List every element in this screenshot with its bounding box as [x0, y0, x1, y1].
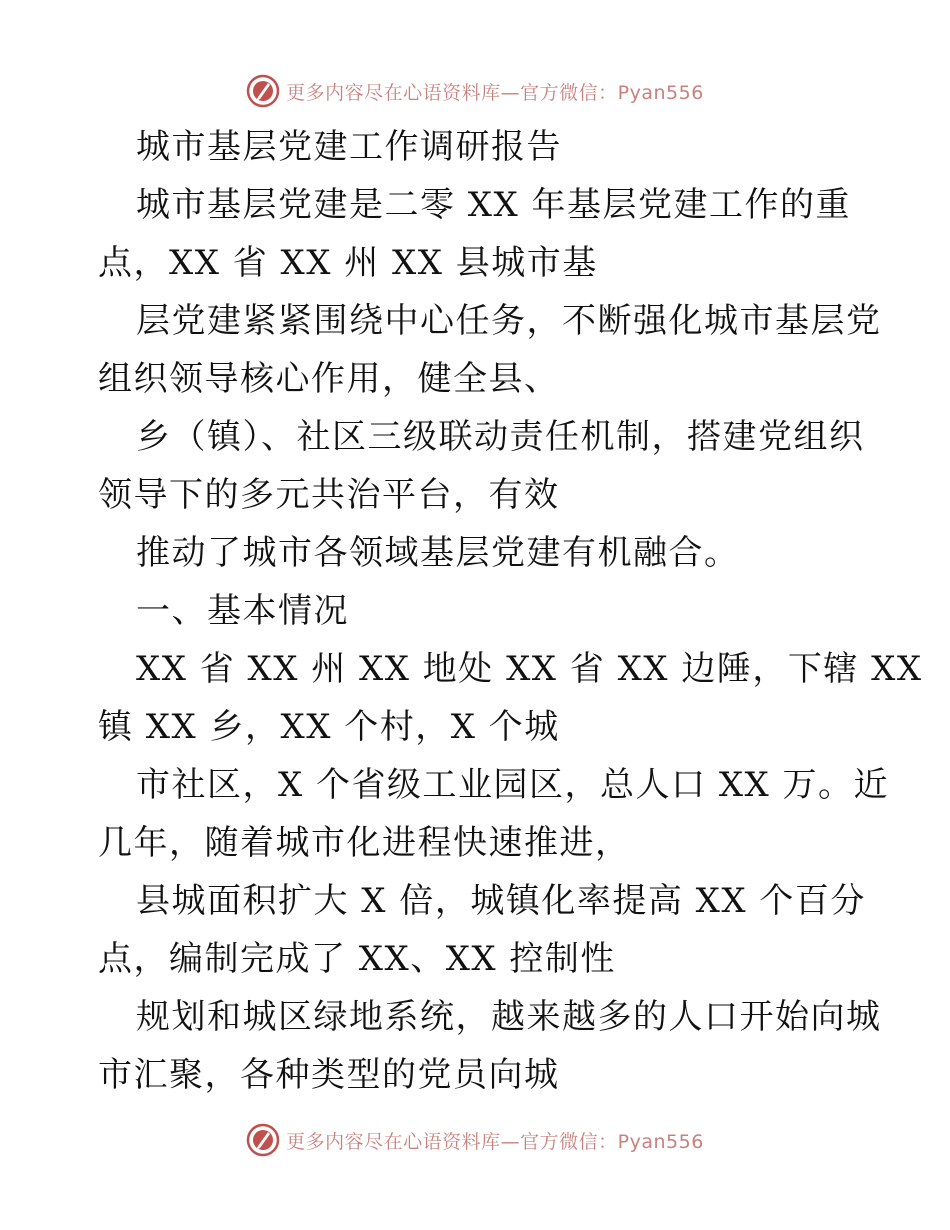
paragraph-line: 点，XX 省 XX 州 XX 县城市基 [98, 243, 598, 283]
paragraph-line: 组织领导核心作用，健全县、 [98, 359, 560, 399]
quill-pen-logo-icon [246, 74, 280, 108]
paragraph-line: 规划和城区绿地系统，越来越多的人口开始向城 [136, 997, 882, 1037]
paragraph-line: 城市基层党建是二零 XX 年基层党建工作的重 [136, 185, 852, 225]
paragraph-line: 点，编制完成了 XX、XX 控制性 [98, 939, 616, 979]
paragraph-line: 市汇聚，各种类型的党员向城 [98, 1055, 560, 1095]
paragraph-line: 县城面积扩大 X 倍，城镇化率提高 XX 个百分 [136, 881, 866, 921]
paragraph-line: 推动了城市各领域基层党建有机融合。 [136, 533, 740, 573]
paragraph-line: 镇 XX 乡，XX 个村，X 个城 [98, 707, 560, 747]
document-title: 城市基层党建工作调研报告 [136, 127, 562, 167]
paragraph-line: 乡（镇）、社区三级联动责任机制，搭建党组织 [136, 417, 865, 457]
paragraph-line: XX 省 XX 州 XX 地处 XX 省 XX 边陲，下辖 XX [136, 649, 923, 689]
watermark-text: 更多内容尽在心语资料库—官方微信：Pyan556 [286, 81, 704, 104]
quill-pen-logo-icon [246, 1123, 280, 1157]
paragraph-line: 市社区，X 个省级工业园区，总人口 XX 万。近 [136, 765, 890, 805]
paragraph-line: 层党建紧紧围绕中心任务，不断强化城市基层党 [136, 301, 882, 341]
paragraph-line: 几年，随着城市化进程快速推进， [98, 823, 631, 863]
watermark-header [0, 71, 950, 111]
paragraph-line: 领导下的多元共治平台，有效 [98, 475, 560, 515]
document-body [98, 118, 923, 1104]
watermark-footer [0, 1120, 950, 1160]
watermark-text: 更多内容尽在心语资料库—官方微信：Pyan556 [286, 1130, 704, 1153]
section-heading: 一、基本情况 [136, 591, 349, 631]
